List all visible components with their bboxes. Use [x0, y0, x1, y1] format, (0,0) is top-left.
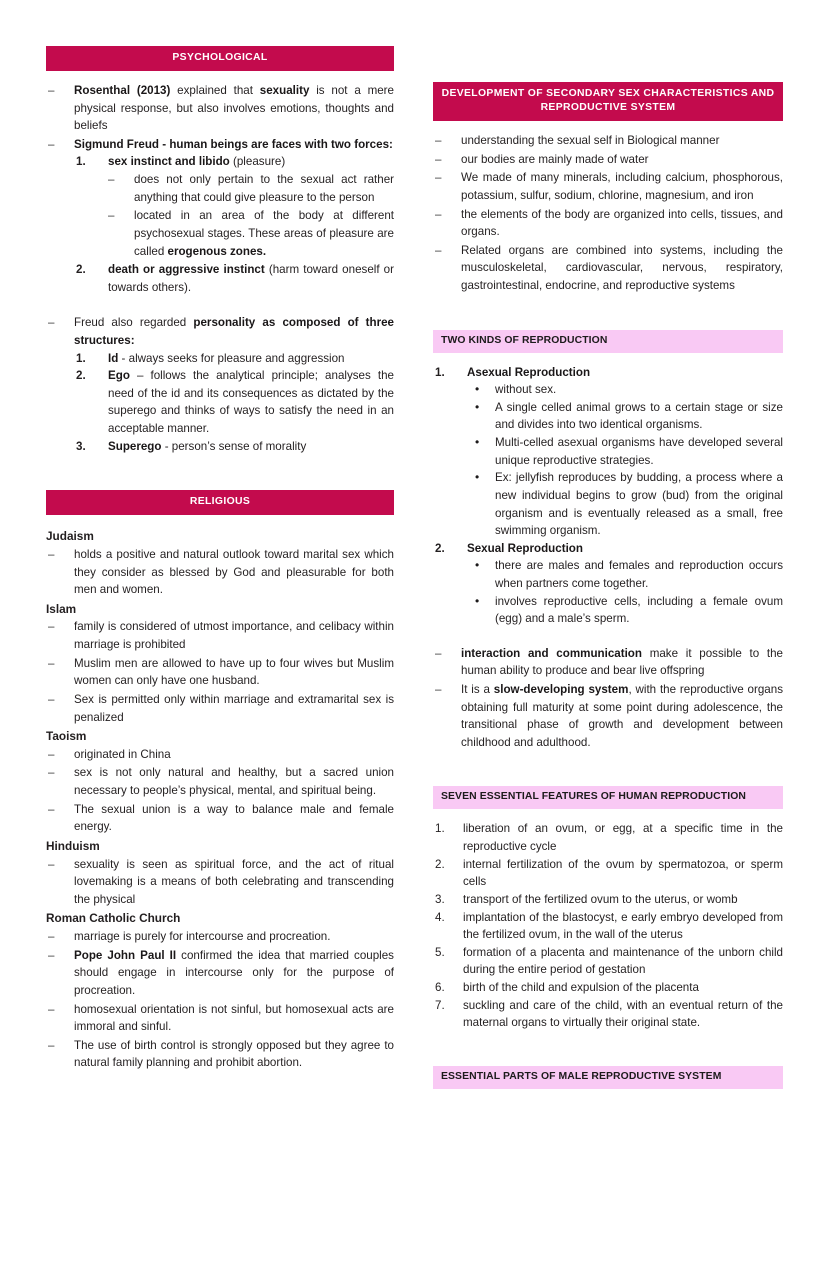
list-marker: 1.	[76, 155, 86, 169]
item-text: involves reproductive cells, including a female ovum (egg) and a male’s sperm.	[495, 594, 783, 626]
item-text: internal fertilization of the ovum by spermatozoa, or sperm cells	[463, 857, 783, 889]
list-item	[74, 153, 394, 260]
section-header-psychological: PSYCHOLOGICAL	[46, 46, 394, 71]
list-item	[467, 434, 783, 469]
item-text: without sex.	[495, 383, 557, 397]
list-item	[433, 169, 783, 204]
secondary-sex-body	[433, 132, 783, 294]
list-item	[46, 546, 394, 599]
personality-structures-list	[46, 314, 394, 455]
list-item	[74, 261, 394, 296]
list-item	[46, 947, 394, 1000]
item-text: sex instinct and libido (pleasure)	[108, 155, 286, 169]
section-psychological	[46, 46, 394, 455]
item-text: there are males and females and reproduction occurs when partners come together.	[495, 559, 783, 590]
left-column	[46, 0, 394, 1073]
item-text: sexuality is seen as spiritual force, and the act of ritual lovemaking is a means of both celebrating and transcending the physical	[74, 857, 394, 906]
psychological-list	[46, 82, 394, 296]
item-text: originated in China	[74, 747, 171, 761]
list-item	[467, 399, 783, 434]
list-item	[433, 820, 783, 855]
item-text: Superego - person’s sense of morality	[108, 439, 307, 453]
item-text: understanding the sexual self in Biological manner	[461, 134, 720, 148]
asexual-bullets	[467, 381, 783, 539]
item-text: suckling and care of the child, with an eventual return of the maternal organs to virtually their original state.	[463, 998, 783, 1030]
item-title: Sexual Reproduction	[467, 541, 583, 555]
item-text: death or aggressive instinct (harm toward oneself or towards others).	[108, 263, 394, 294]
item-text: The sexual union is a way to balance male and female energy.	[74, 802, 394, 834]
item-text: implantation of the blastocyst, e early embryo developed from the fertilized ovum, in the wall of the uterus	[463, 910, 783, 942]
item-text: formation of a placenta and maintenance of the unborn child during the entire period of gestation	[463, 945, 783, 977]
list-marker: 6.	[435, 980, 445, 994]
list-item	[46, 314, 394, 455]
list-marker: 3.	[76, 439, 86, 453]
item-title: Asexual Reproduction	[467, 365, 591, 379]
item-text: The use of birth control is strongly opposed but they agree to natural family planning and prohibit abortion.	[74, 1038, 394, 1070]
item-text: sex is not only natural and healthy, but a sacred union necessary to people’s physical, mental, and spiritual being.	[74, 766, 394, 798]
list-item	[467, 381, 783, 399]
list-item	[46, 1001, 394, 1036]
item-text: Related organs are combined into systems, including the musculoskeletal, cardiovascular, nervous, respiratory, gastrointestinal, endocrine, and reproductive systems	[461, 243, 783, 292]
list-item	[46, 801, 394, 836]
item-text: Freud also regarded personality as composed of three structures:	[74, 316, 394, 347]
list-item	[433, 540, 783, 628]
list-item	[46, 1037, 394, 1072]
freud-forces-list	[74, 153, 394, 296]
section-seven-essential-features	[433, 786, 783, 1031]
list-item	[467, 469, 783, 539]
psychological-body	[46, 82, 394, 455]
list-item	[433, 364, 783, 540]
seven-features-body	[433, 820, 783, 1031]
item-text: Rosenthal (2013) explained that sexuality is not a mere physical response, but also involves emotions, thoughts and beliefs	[74, 84, 394, 133]
list-item	[433, 206, 783, 241]
list-marker: 2.	[76, 369, 86, 383]
list-item	[74, 438, 394, 456]
item-text: Muslim men are allowed to have up to four wives but Muslim women can only have one husband.	[74, 656, 394, 688]
list-marker: 5.	[435, 945, 445, 959]
item-text: family is considered of utmost importance, and celibacy within marriage is prohibited	[74, 620, 394, 652]
section-two-kinds-of-reproduction	[433, 330, 783, 752]
list-item	[433, 132, 783, 150]
list-marker: 2.	[76, 263, 86, 277]
section-header-essential-parts-male: ESSENTIAL PARTS OF MALE REPRODUCTIVE SYSTEM	[433, 1066, 783, 1089]
list-item	[46, 856, 394, 909]
list-item	[467, 557, 783, 592]
list-item	[433, 944, 783, 979]
item-text: our bodies are mainly made of water	[461, 152, 649, 166]
list-marker: 7.	[435, 998, 445, 1012]
item-text: holds a positive and natural outlook toward marital sex which they consider as blessed by God and pleasurable for both men and women.	[74, 547, 394, 597]
list-item	[433, 681, 783, 751]
list-item	[108, 207, 394, 260]
section-essential-parts-male	[433, 1066, 783, 1089]
section-header-seven-essential-features: SEVEN ESSENTIAL FEATURES OF HUMAN REPRODUCTION	[433, 786, 783, 809]
roman-catholic-list	[46, 928, 394, 1072]
item-text: Ego – follows the analytical principle; analyses the need of the id and its consequences as dictated by the superego and thinks of ways to satisfy the need in an acceptable manner.	[108, 369, 394, 436]
religious-body	[46, 528, 394, 1072]
list-item	[108, 171, 394, 206]
item-text: We made of many minerals, including calcium, phosphorous, potassium, sulfur, sodium, chlorine, magnesium, and iron	[461, 171, 783, 202]
list-item	[46, 746, 394, 764]
section-religious	[46, 490, 394, 1072]
list-item	[46, 618, 394, 653]
list-item	[467, 593, 783, 628]
list-item	[433, 909, 783, 944]
item-text: located in an area of the body at different psychosexual stages. These areas of pleasure are called erogenous zones.	[134, 209, 394, 258]
list-item	[433, 997, 783, 1032]
list-item	[433, 891, 783, 909]
libido-sublist	[108, 171, 394, 260]
list-marker: 3.	[435, 892, 445, 906]
islam-list	[46, 618, 394, 726]
list-item	[433, 979, 783, 997]
list-item	[46, 928, 394, 946]
list-item	[46, 82, 394, 135]
list-marker: 4.	[435, 910, 445, 924]
item-text: birth of the child and expulsion of the placenta	[463, 980, 699, 994]
list-item	[74, 367, 394, 437]
item-text: A single celled animal grows to a certain stage or size and divides into two identical organisms.	[495, 400, 783, 432]
seven-features-list	[433, 820, 783, 1031]
list-item	[46, 691, 394, 726]
judaism-list	[46, 546, 394, 599]
taoism-list	[46, 746, 394, 836]
item-text: the elements of the body are organized into cells, tissues, and organs.	[461, 207, 783, 239]
right-column	[433, 0, 783, 1089]
item-text: It is a slow-developing system, with the reproductive organs obtaining full maturity at some point during adolescence, the transitional phase of growth and development between childhood and adulthood.	[461, 682, 784, 749]
two-kinds-body	[433, 364, 783, 752]
subheading-judaism: Judaism	[46, 529, 94, 544]
list-marker: 2.	[435, 541, 445, 555]
list-item	[433, 856, 783, 891]
list-marker: 1.	[76, 351, 86, 365]
list-item	[46, 764, 394, 799]
item-text: Ex: jellyfish reproduces by budding, a process where a new individual begins to grow (bud) from the original organism and is eventually released as a small, free swimming organism.	[495, 471, 783, 538]
list-item	[74, 350, 394, 368]
list-item	[433, 242, 783, 295]
section-header-religious: RELIGIOUS	[46, 490, 394, 515]
section-secondary-sex-characteristics	[433, 82, 783, 295]
hinduism-list	[46, 856, 394, 909]
item-text: liberation of an ovum, or egg, at a specific time in the reproductive cycle	[463, 822, 783, 854]
item-text: does not only pertain to the sexual act rather anything that could give pleasure to the person	[134, 173, 394, 204]
item-text: Sex is permitted only within marriage and extramarital sex is penalized	[74, 692, 394, 724]
section-header-two-kinds-of-reproduction: TWO KINDS OF REPRODUCTION	[433, 330, 783, 353]
list-item	[46, 136, 394, 296]
item-text: Sigmund Freud - human beings are faces with two forces:	[74, 137, 393, 151]
item-text: Id - always seeks for pleasure and aggression	[108, 351, 345, 365]
item-text: Multi-celled asexual organisms have developed several unique reproductive strategies.	[495, 436, 783, 467]
subheading-roman-catholic-church: Roman Catholic Church	[46, 911, 181, 926]
item-text: homosexual orientation is not sinful, but homosexual acts are immoral and sinful.	[74, 1002, 394, 1034]
structures-sublist	[74, 350, 394, 456]
list-marker: 2.	[435, 857, 445, 871]
item-text: marriage is purely for intercourse and procreation.	[74, 930, 331, 944]
subheading-islam: Islam	[46, 601, 77, 616]
list-marker: 1.	[435, 822, 445, 836]
list-marker: 1.	[435, 365, 445, 379]
item-text: interaction and communication make it possible to the human ability to produce and bear live offspring	[461, 646, 784, 678]
item-text: transport of the fertilized ovum to the uterus, or womb	[463, 892, 738, 906]
subheading-hinduism: Hinduism	[46, 838, 100, 853]
reproduction-trailing-list	[433, 645, 783, 752]
secondary-sex-list	[433, 132, 783, 294]
list-item	[433, 645, 783, 680]
list-item	[46, 655, 394, 690]
item-text: Pope John Paul II confirmed the idea that married couples should engage in intercourse only for the purpose of procreation.	[74, 948, 394, 997]
list-item	[433, 151, 783, 169]
sexual-bullets	[467, 557, 783, 627]
section-header-secondary-sex-characteristics: DEVELOPMENT OF SECONDARY SEX CHARACTERISTICS AND REPRODUCTIVE SYSTEM	[433, 82, 783, 121]
subheading-taoism: Taoism	[46, 729, 87, 744]
reproduction-kinds-list	[433, 364, 783, 628]
